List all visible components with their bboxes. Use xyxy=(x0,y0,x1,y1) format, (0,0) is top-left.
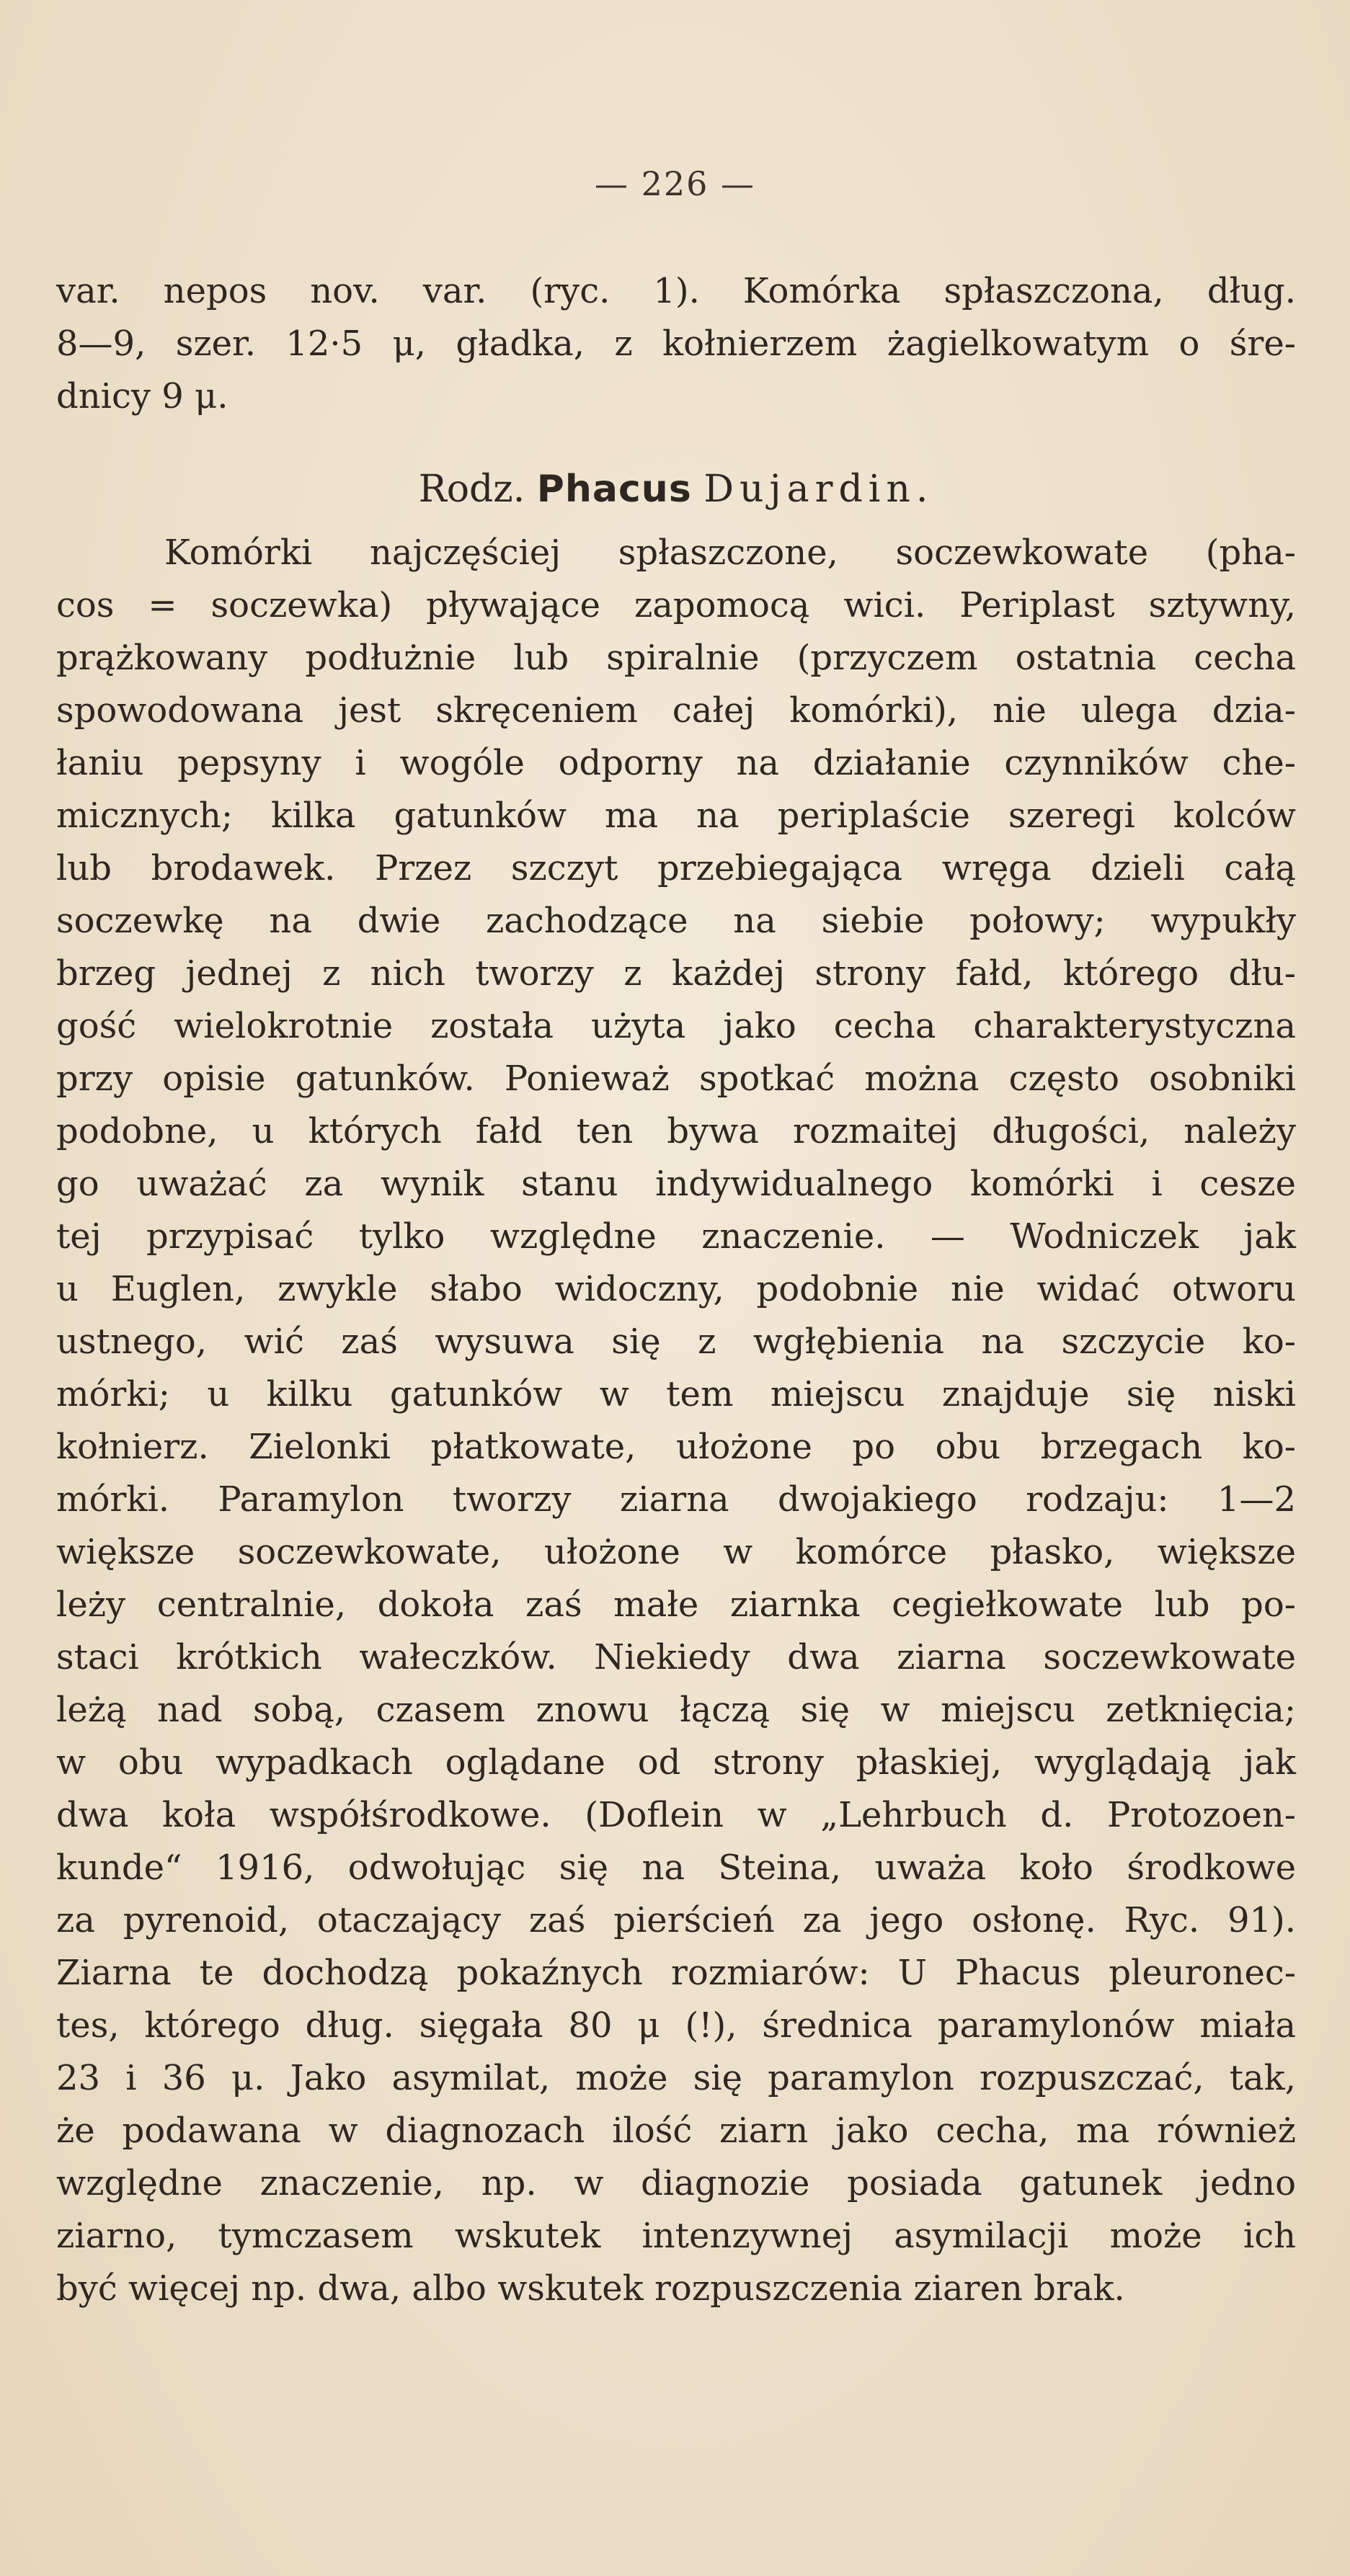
text-line: mórki. Paramylon tworzy ziarna dwojakiego rodzaju: 1—2 xyxy=(56,1479,1296,1520)
text-line: 8—9, szer. 12·5 μ, gładka, z kołnierzem żagielkowatym o śre- xyxy=(56,324,1296,364)
text-line: leżą nad sobą, czasem znowu łączą się w miejscu zetknięcia; xyxy=(56,1690,1296,1730)
text-line: kołnierz. Zielonki płatkowate, ułożone po obu brzegach ko- xyxy=(56,1427,1296,1467)
text-line: cos = soczewka) pływające zapomocą wici. Periplast sztywny, xyxy=(56,585,1296,625)
text-line: var. nepos nov. var. (ryc. 1). Komórka spłaszczona, dług. xyxy=(56,271,1296,311)
text-line: u Euglen, zwykle słabo widoczny, podobnie nie widać otworu xyxy=(56,1269,1296,1309)
text-line: lub brodawek. Przez szczyt przebiegająca wręga dzieli całą xyxy=(56,848,1296,888)
page-number: — 226 — xyxy=(594,164,756,203)
text-line: łaniu pepsyny i wogóle odporny na działanie czynników che- xyxy=(56,743,1296,783)
heading-genus: Phacus xyxy=(536,468,692,511)
text-line: względne znaczenie, np. w diagnozie posiada gatunek jedno xyxy=(56,2163,1296,2203)
text-line: leży centralnie, dokoła zaś małe ziarnka cegiełkowate lub po- xyxy=(56,1585,1296,1625)
text-line: większe soczewkowate, ułożone w komórce płasko, większe xyxy=(56,1532,1296,1572)
text-line: 23 i 36 μ. Jako asymilat, może się paramylon rozpuszczać, tak, xyxy=(56,2058,1296,2098)
text-line: go uważać za wynik stanu indywidualnego komórki i cesze xyxy=(56,1164,1296,1204)
text-line: ziarno, tymczasem wskutek intenzywnej asymilacji może ich xyxy=(56,2216,1296,2256)
text-line: brzeg jednej z nich tworzy z każdej strony fałd, którego dłu- xyxy=(56,953,1296,994)
text-line: że podawana w diagnozach ilość ziarn jako cecha, ma również xyxy=(56,2111,1296,2151)
text-line: staci krótkich wałeczków. Niekiedy dwa ziarna soczewkowate xyxy=(56,1637,1296,1677)
text-line: tes, którego dług. sięgała 80 μ (!), średnica paramylonów miała xyxy=(56,2005,1296,2046)
heading-author: Dujardin. xyxy=(703,468,934,511)
text-line: podobne, u których fałd ten bywa rozmaitej długości, należy xyxy=(56,1111,1296,1151)
text-line: prążkowany podłużnie lub spiralnie (przyczem ostatnia cecha xyxy=(56,638,1296,678)
text-line: mórki; u kilku gatunków w tem miejscu znajduje się niski xyxy=(56,1374,1296,1414)
text-line: spowodowana jest skręceniem całej komórki), nie ulega dzia- xyxy=(56,690,1296,731)
text-line: dwa koła współśrodkowe. (Doflein w „Lehrbuch d. Protozoen- xyxy=(56,1795,1296,1835)
text-line: w obu wypadkach oglądane od strony płaskiej, wyglądają jak xyxy=(56,1742,1296,1783)
genus-heading xyxy=(56,452,1296,527)
text-line: za pyrenoid, otaczający zaś pierścień za jego osłonę. Ryc. 91). xyxy=(56,1900,1296,1940)
text-line: Komórki najczęściej spłaszczone, soczewkowate (pha- xyxy=(164,532,1296,573)
text-line: dnicy 9 μ. xyxy=(56,376,228,416)
text-line: tej przypisać tylko względne znaczenie. — Wodniczek jak xyxy=(56,1216,1296,1257)
heading-prefix: Rodz. xyxy=(418,468,525,511)
text-line: być więcej np. dwa, albo wskutek rozpuszczenia ziaren brak. xyxy=(56,2268,1125,2309)
text-line: kunde“ 1916, odwołując się na Steina, uważa koło środkowe xyxy=(56,1848,1296,1888)
text-line: przy opisie gatunków. Ponieważ spotkać można często osobniki xyxy=(56,1059,1296,1099)
text-line: gość wielokrotnie została użyta jako cecha charakterystyczna xyxy=(56,1006,1296,1046)
text-line: Ziarna te dochodzą pokaźnych rozmiarów: U Phacus pleuronec- xyxy=(56,1953,1296,1993)
page-text xyxy=(56,265,1296,2315)
text-line: micznych; kilka gatunków ma na periplaście szeregi kolców xyxy=(56,795,1296,836)
text-line: ustnego, wić zaś wysuwa się z wgłębienia na szczycie ko- xyxy=(56,1322,1296,1362)
text-line: soczewkę na dwie zachodzące na siebie połowy; wypukły xyxy=(56,901,1296,941)
